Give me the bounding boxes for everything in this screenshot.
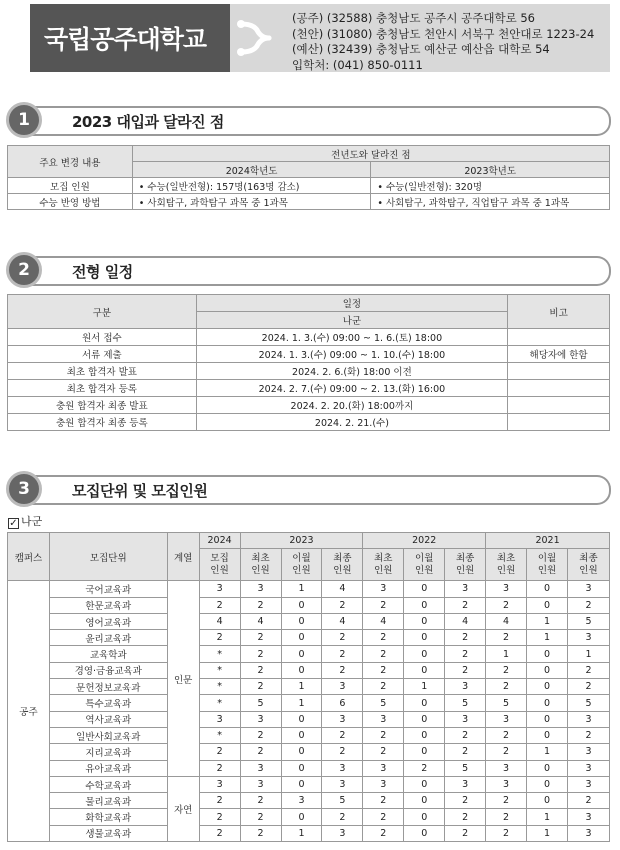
value-cell: 0 bbox=[281, 613, 322, 629]
contact-info bbox=[292, 11, 594, 73]
value-cell: 0 bbox=[281, 727, 322, 743]
cell-2023: • 사회탐구, 과학탐구, 직업탐구 과목 중 1과목 bbox=[371, 194, 610, 210]
value-cell: 2 bbox=[486, 630, 527, 646]
unit-cell: 문헌정보교육과 bbox=[49, 679, 167, 695]
value-cell: 0 bbox=[527, 679, 568, 695]
value-cell: 3 bbox=[322, 825, 363, 841]
value-cell: 3 bbox=[363, 760, 404, 776]
value-cell: 2 bbox=[363, 597, 404, 613]
value-cell: 3 bbox=[567, 825, 609, 841]
unit-cell: 지리교육과 bbox=[49, 744, 167, 760]
table-row bbox=[8, 711, 610, 727]
table-row bbox=[8, 727, 610, 743]
value-cell: 0 bbox=[527, 646, 568, 662]
value-cell: 2 bbox=[240, 727, 281, 743]
unit-cell: 영어교육과 bbox=[49, 613, 167, 629]
value-cell: 1 bbox=[281, 825, 322, 841]
value-cell: 0 bbox=[404, 744, 445, 760]
value-cell: 3 bbox=[486, 776, 527, 792]
table-row bbox=[8, 646, 610, 662]
cell-2023: • 수능(일반전형): 320명 bbox=[371, 178, 610, 194]
header-cell: 모집단위 bbox=[49, 533, 167, 581]
value-cell: 5 bbox=[363, 695, 404, 711]
header-cell: 나군 bbox=[196, 312, 507, 329]
unit-cell: 물리교육과 bbox=[49, 793, 167, 809]
value-cell: 4 bbox=[322, 581, 363, 597]
value-cell: 2 bbox=[445, 825, 486, 841]
value-cell: * bbox=[199, 662, 240, 678]
table-row bbox=[8, 679, 610, 695]
value-cell: 1 bbox=[567, 646, 609, 662]
value-cell: 2 bbox=[322, 744, 363, 760]
value-cell: 3 bbox=[363, 581, 404, 597]
value-cell: 3 bbox=[322, 711, 363, 727]
contact-line: (예산) (32439) 충청남도 예산군 예산읍 대학로 54 bbox=[292, 42, 550, 56]
table-row bbox=[8, 597, 610, 613]
schedule-label: 충원 합격자 최종 발표 bbox=[8, 397, 197, 414]
value-cell: 2 bbox=[240, 679, 281, 695]
unit-cell: 수학교육과 bbox=[49, 776, 167, 792]
value-cell: 2 bbox=[567, 727, 609, 743]
schedule-note bbox=[508, 363, 610, 380]
value-cell: * bbox=[199, 646, 240, 662]
value-cell: 2 bbox=[322, 809, 363, 825]
section-title: 모집단위 및 모집인원 bbox=[72, 482, 208, 500]
header-cell: 2024학년도 bbox=[132, 162, 371, 178]
schedule-label: 최초 합격자 발표 bbox=[8, 363, 197, 380]
schedule-note bbox=[508, 397, 610, 414]
unit-cell: 교육학과 bbox=[49, 646, 167, 662]
schedule-date: 2024. 2. 6.(화) 18:00 이전 bbox=[196, 363, 507, 380]
value-cell: 0 bbox=[404, 727, 445, 743]
table-row bbox=[8, 630, 610, 646]
section-title: 2023 대입과 달라진 점 bbox=[72, 113, 224, 131]
value-cell: 2 bbox=[240, 662, 281, 678]
header-banner bbox=[30, 4, 610, 72]
header-cell: 2021 bbox=[486, 533, 610, 549]
value-cell: 0 bbox=[281, 711, 322, 727]
checkbox-icon: ✓ bbox=[9, 518, 18, 529]
section-title: 전형 일정 bbox=[72, 263, 133, 281]
value-cell: 3 bbox=[322, 760, 363, 776]
value-cell: 5 bbox=[567, 695, 609, 711]
value-cell: 1 bbox=[281, 695, 322, 711]
value-cell: 3 bbox=[486, 711, 527, 727]
schedule-date: 2024. 2. 20.(화) 18:00까지 bbox=[196, 397, 507, 414]
value-cell: 3 bbox=[445, 581, 486, 597]
value-cell: 0 bbox=[281, 630, 322, 646]
value-cell: 2 bbox=[363, 825, 404, 841]
value-cell: 2 bbox=[322, 597, 363, 613]
schedule-label: 서류 제출 bbox=[8, 346, 197, 363]
value-cell: 1 bbox=[281, 581, 322, 597]
value-cell: 5 bbox=[445, 760, 486, 776]
unit-cell: 경영·금융교육과 bbox=[49, 662, 167, 678]
schedule-date: 2024. 1. 3.(수) 09:00 ~ 1. 6.(토) 18:00 bbox=[196, 329, 507, 346]
table-row bbox=[8, 662, 610, 678]
value-cell: 2 bbox=[363, 809, 404, 825]
value-cell: 2 bbox=[567, 662, 609, 678]
value-cell: 2 bbox=[363, 662, 404, 678]
value-cell: 0 bbox=[404, 711, 445, 727]
section-number: 1 bbox=[6, 102, 42, 138]
value-cell: 0 bbox=[527, 581, 568, 597]
table-row bbox=[8, 744, 610, 760]
value-cell: 0 bbox=[527, 597, 568, 613]
header-cell: 일정 bbox=[196, 295, 507, 312]
campus-cell: 공주 bbox=[8, 581, 50, 842]
value-cell: 2 bbox=[363, 646, 404, 662]
value-cell: 0 bbox=[404, 613, 445, 629]
value-cell: 3 bbox=[199, 581, 240, 597]
value-cell: * bbox=[199, 679, 240, 695]
quota-table bbox=[7, 532, 610, 842]
value-cell: 2 bbox=[322, 646, 363, 662]
value-cell: 3 bbox=[322, 776, 363, 792]
value-cell: 4 bbox=[445, 613, 486, 629]
header-cell: 이월 인원 bbox=[404, 549, 445, 581]
value-cell: 0 bbox=[404, 695, 445, 711]
unit-cell: 특수교육과 bbox=[49, 695, 167, 711]
value-cell: 3 bbox=[567, 809, 609, 825]
value-cell: 0 bbox=[404, 630, 445, 646]
value-cell: 2 bbox=[240, 744, 281, 760]
schedule-note bbox=[508, 414, 610, 431]
table-row bbox=[8, 178, 610, 194]
value-cell: 3 bbox=[240, 711, 281, 727]
value-cell: 3 bbox=[363, 776, 404, 792]
table-row bbox=[8, 776, 610, 792]
value-cell: 3 bbox=[240, 760, 281, 776]
value-cell: 0 bbox=[527, 776, 568, 792]
value-cell: 1 bbox=[281, 679, 322, 695]
value-cell: 0 bbox=[281, 662, 322, 678]
value-cell: * bbox=[199, 695, 240, 711]
value-cell: 2 bbox=[363, 793, 404, 809]
header-cell: 2023학년도 bbox=[371, 162, 610, 178]
value-cell: 0 bbox=[404, 646, 445, 662]
value-cell: 1 bbox=[486, 646, 527, 662]
value-cell: 2 bbox=[486, 809, 527, 825]
unit-cell: 국어교육과 bbox=[49, 581, 167, 597]
value-cell: 3 bbox=[445, 711, 486, 727]
section-number: 2 bbox=[6, 252, 42, 288]
schedule-table bbox=[7, 294, 610, 431]
value-cell: 4 bbox=[363, 613, 404, 629]
value-cell: 0 bbox=[527, 662, 568, 678]
value-cell: 2 bbox=[486, 597, 527, 613]
table-row bbox=[8, 346, 610, 363]
table-row bbox=[8, 414, 610, 431]
value-cell: 5 bbox=[240, 695, 281, 711]
value-cell: 0 bbox=[404, 597, 445, 613]
header-cell: 주요 변경 내용 bbox=[8, 146, 133, 178]
value-cell: 2 bbox=[199, 597, 240, 613]
value-cell: 2 bbox=[567, 679, 609, 695]
table-row bbox=[8, 194, 610, 210]
value-cell: 1 bbox=[527, 630, 568, 646]
header-cell: 최초 인원 bbox=[240, 549, 281, 581]
value-cell: 2 bbox=[363, 679, 404, 695]
value-cell: 0 bbox=[527, 695, 568, 711]
value-cell: 0 bbox=[281, 809, 322, 825]
table-row bbox=[8, 329, 610, 346]
value-cell: 0 bbox=[404, 825, 445, 841]
value-cell: 3 bbox=[240, 776, 281, 792]
row-label: 모집 인원 bbox=[8, 178, 133, 194]
value-cell: 4 bbox=[486, 613, 527, 629]
value-cell: 2 bbox=[445, 662, 486, 678]
value-cell: 2 bbox=[445, 727, 486, 743]
value-cell: 5 bbox=[486, 695, 527, 711]
value-cell: 2 bbox=[199, 760, 240, 776]
unit-cell: 윤리교육과 bbox=[49, 630, 167, 646]
value-cell: 3 bbox=[322, 679, 363, 695]
value-cell: 5 bbox=[445, 695, 486, 711]
value-cell: 3 bbox=[567, 711, 609, 727]
unit-cell: 한문교육과 bbox=[49, 597, 167, 613]
chain-link-icon bbox=[235, 16, 275, 62]
value-cell: 2 bbox=[363, 744, 404, 760]
value-cell: 2 bbox=[199, 793, 240, 809]
contact-line: 입학처: (041) 850-0111 bbox=[292, 57, 423, 72]
value-cell: 0 bbox=[281, 776, 322, 792]
value-cell: 2 bbox=[240, 793, 281, 809]
value-cell: 2 bbox=[445, 630, 486, 646]
schedule-label: 원서 접수 bbox=[8, 329, 197, 346]
contact-line: (공주) (32588) 충청남도 공주시 공주대학로 56 bbox=[292, 11, 535, 25]
value-cell: 0 bbox=[281, 760, 322, 776]
header-cell: 최종 인원 bbox=[322, 549, 363, 581]
value-cell: 1 bbox=[527, 744, 568, 760]
value-cell: 2 bbox=[199, 744, 240, 760]
schedule-label: 최초 합격자 등록 bbox=[8, 380, 197, 397]
table-row bbox=[8, 809, 610, 825]
cell-2024: • 수능(일반전형): 157명(163명 감소) bbox=[132, 178, 371, 194]
header-cell: 전년도와 달라진 점 bbox=[132, 146, 609, 162]
value-cell: 2 bbox=[199, 809, 240, 825]
schedule-note bbox=[508, 380, 610, 397]
value-cell: 3 bbox=[567, 630, 609, 646]
value-cell: 1 bbox=[527, 809, 568, 825]
field-cell: 인문 bbox=[167, 581, 199, 777]
value-cell: 4 bbox=[322, 613, 363, 629]
cell-2024: • 사회탐구, 과학탐구 과목 중 1과목 bbox=[132, 194, 371, 210]
value-cell: 0 bbox=[527, 793, 568, 809]
value-cell: 0 bbox=[527, 727, 568, 743]
table-row bbox=[8, 825, 610, 841]
value-cell: 3 bbox=[199, 776, 240, 792]
value-cell: * bbox=[199, 727, 240, 743]
schedule-label: 충원 합격자 최종 등록 bbox=[8, 414, 197, 431]
header-cell: 최종 인원 bbox=[445, 549, 486, 581]
value-cell: 3 bbox=[567, 581, 609, 597]
value-cell: 2 bbox=[363, 630, 404, 646]
value-cell: 2 bbox=[322, 727, 363, 743]
value-cell: 3 bbox=[445, 776, 486, 792]
header-cell: 2022 bbox=[363, 533, 486, 549]
value-cell: 1 bbox=[527, 613, 568, 629]
value-cell: 2 bbox=[363, 727, 404, 743]
value-cell: 2 bbox=[486, 793, 527, 809]
table-row bbox=[8, 380, 610, 397]
unit-cell: 유아교육과 bbox=[49, 760, 167, 776]
value-cell: 3 bbox=[567, 760, 609, 776]
value-cell: 2 bbox=[240, 630, 281, 646]
value-cell: 2 bbox=[404, 760, 445, 776]
table-row bbox=[8, 613, 610, 629]
value-cell: 3 bbox=[486, 760, 527, 776]
value-cell: 3 bbox=[363, 711, 404, 727]
table-row bbox=[8, 760, 610, 776]
value-cell: 0 bbox=[527, 711, 568, 727]
value-cell: 0 bbox=[404, 662, 445, 678]
changes-table bbox=[7, 145, 610, 210]
value-cell: 4 bbox=[240, 613, 281, 629]
value-cell: 2 bbox=[445, 646, 486, 662]
value-cell: 3 bbox=[486, 581, 527, 597]
value-cell: 3 bbox=[240, 581, 281, 597]
header-cell: 최초 인원 bbox=[363, 549, 404, 581]
header-cell: 계열 bbox=[167, 533, 199, 581]
header-cell: 이월 인원 bbox=[281, 549, 322, 581]
value-cell: 2 bbox=[445, 744, 486, 760]
row-label: 수능 반영 방법 bbox=[8, 194, 133, 210]
value-cell: 0 bbox=[281, 744, 322, 760]
contact-line: (천안) (31080) 충청남도 천안시 서북구 천안대로 1223-24 bbox=[292, 26, 595, 41]
unit-cell: 화학교육과 bbox=[49, 809, 167, 825]
table-row bbox=[8, 363, 610, 380]
value-cell: 2 bbox=[567, 597, 609, 613]
header-cell: 이월 인원 bbox=[527, 549, 568, 581]
value-cell: 2 bbox=[445, 809, 486, 825]
unit-cell: 역사교육과 bbox=[49, 711, 167, 727]
section-number: 3 bbox=[6, 471, 42, 507]
unit-cell: 생물교육과 bbox=[49, 825, 167, 841]
section-header-schedule bbox=[6, 252, 611, 288]
section-header-quota bbox=[6, 471, 611, 507]
value-cell: 1 bbox=[404, 679, 445, 695]
header-cell: 구분 bbox=[8, 295, 197, 329]
header-cell: 최종 인원 bbox=[567, 549, 609, 581]
value-cell: 3 bbox=[445, 679, 486, 695]
value-cell: 2 bbox=[199, 825, 240, 841]
value-cell: 0 bbox=[404, 793, 445, 809]
value-cell: 0 bbox=[404, 776, 445, 792]
value-cell: 2 bbox=[486, 679, 527, 695]
value-cell: 0 bbox=[404, 581, 445, 597]
schedule-note bbox=[508, 329, 610, 346]
value-cell: 3 bbox=[199, 711, 240, 727]
schedule-date: 2024. 2. 21.(수) bbox=[196, 414, 507, 431]
value-cell: 4 bbox=[199, 613, 240, 629]
value-cell: 2 bbox=[240, 597, 281, 613]
header-cell: 캠퍼스 bbox=[8, 533, 50, 581]
value-cell: 2 bbox=[199, 630, 240, 646]
value-cell: 0 bbox=[527, 760, 568, 776]
table-row bbox=[8, 397, 610, 414]
schedule-note: 해당자에 한함 bbox=[508, 346, 610, 363]
value-cell: 3 bbox=[567, 776, 609, 792]
value-cell: 2 bbox=[240, 646, 281, 662]
value-cell: 3 bbox=[567, 744, 609, 760]
value-cell: 2 bbox=[240, 825, 281, 841]
value-cell: 2 bbox=[567, 793, 609, 809]
value-cell: 6 bbox=[322, 695, 363, 711]
unit-cell: 일반사회교육과 bbox=[49, 727, 167, 743]
field-cell: 자연 bbox=[167, 776, 199, 841]
group-label bbox=[8, 513, 42, 529]
value-cell: 2 bbox=[240, 809, 281, 825]
value-cell: 2 bbox=[445, 793, 486, 809]
header-cell: 비고 bbox=[508, 295, 610, 329]
table-row bbox=[8, 581, 610, 597]
schedule-date: 2024. 1. 3.(수) 09:00 ~ 1. 10.(수) 18:00 bbox=[196, 346, 507, 363]
section-header-changes bbox=[6, 102, 611, 138]
header-cell: 2023 bbox=[240, 533, 363, 549]
value-cell: 2 bbox=[445, 597, 486, 613]
value-cell: 2 bbox=[322, 662, 363, 678]
value-cell: 3 bbox=[281, 793, 322, 809]
value-cell: 2 bbox=[486, 727, 527, 743]
value-cell: 0 bbox=[281, 597, 322, 613]
table-row bbox=[8, 695, 610, 711]
value-cell: 1 bbox=[527, 825, 568, 841]
value-cell: 0 bbox=[281, 646, 322, 662]
value-cell: 5 bbox=[567, 613, 609, 629]
value-cell: 2 bbox=[486, 825, 527, 841]
header-cell: 2024 bbox=[199, 533, 240, 549]
value-cell: 5 bbox=[322, 793, 363, 809]
university-name: 국립공주대학교 bbox=[30, 4, 230, 72]
header-cell: 최초 인원 bbox=[486, 549, 527, 581]
value-cell: 0 bbox=[404, 809, 445, 825]
value-cell: 2 bbox=[322, 630, 363, 646]
value-cell: 2 bbox=[486, 662, 527, 678]
value-cell: 2 bbox=[486, 744, 527, 760]
header-cell: 모집 인원 bbox=[199, 549, 240, 581]
schedule-date: 2024. 2. 7.(수) 09:00 ~ 2. 13.(화) 16:00 bbox=[196, 380, 507, 397]
group-label-text: 나군 bbox=[21, 515, 43, 528]
table-row bbox=[8, 793, 610, 809]
